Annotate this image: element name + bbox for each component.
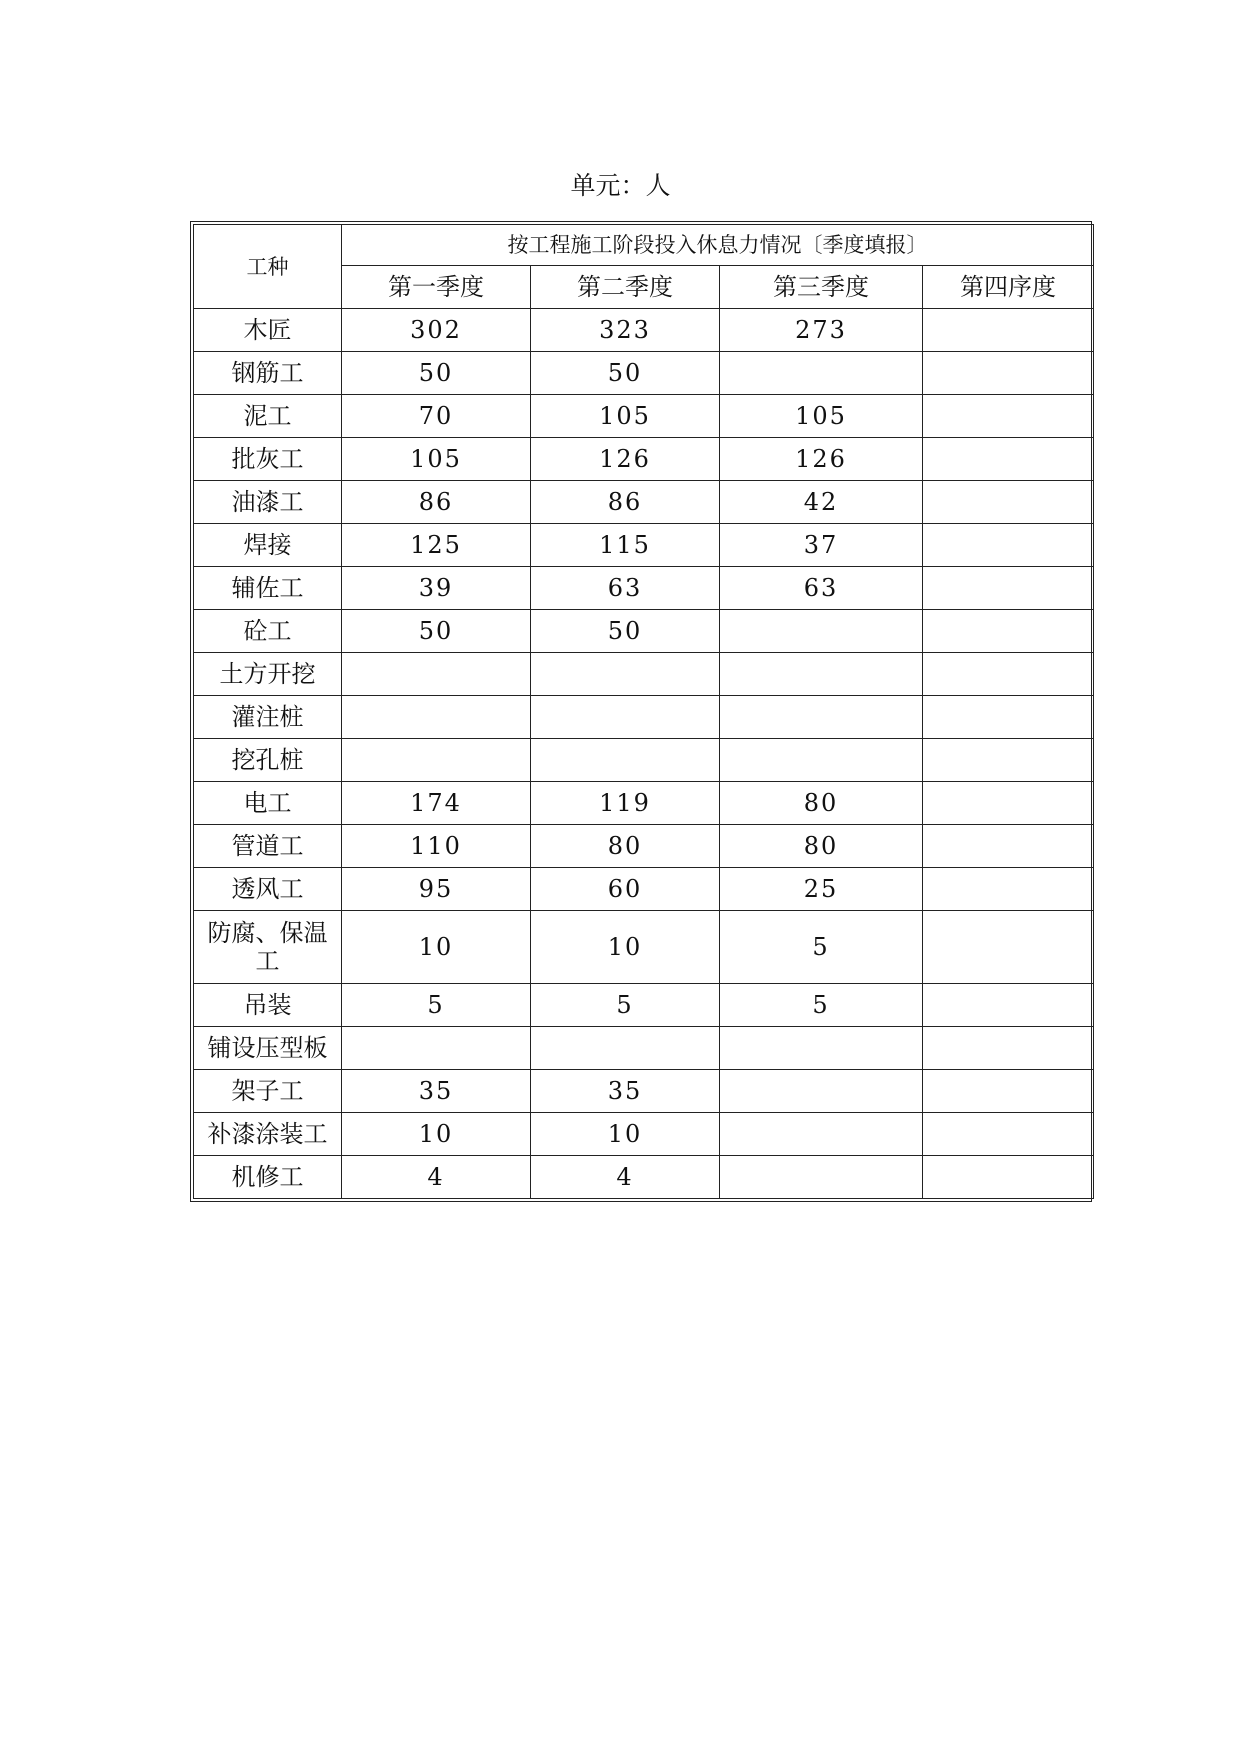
unit-label: 单元：人 xyxy=(570,171,671,200)
value-cell-q3: 80 xyxy=(720,782,923,825)
value-cell-q1 xyxy=(342,653,531,696)
value-cell-q4 xyxy=(923,911,1094,984)
value-cell-q1: 302 xyxy=(342,309,531,352)
value-cell-q4 xyxy=(923,868,1094,911)
labor-table-body xyxy=(194,225,1094,1199)
table-row xyxy=(194,1156,1094,1199)
value-cell-q3: 273 xyxy=(720,309,923,352)
table-row xyxy=(194,911,1094,984)
value-cell-q1: 35 xyxy=(342,1070,531,1113)
value-cell-q4 xyxy=(923,352,1094,395)
table-row xyxy=(194,739,1094,782)
trade-cell: 砼工 xyxy=(194,610,342,653)
trade-cell: 透风工 xyxy=(194,868,342,911)
value-cell-q1: 10 xyxy=(342,1113,531,1156)
value-cell-q2: 115 xyxy=(531,524,720,567)
value-cell-q1: 50 xyxy=(342,352,531,395)
value-cell-q1: 10 xyxy=(342,911,531,984)
table-row xyxy=(194,481,1094,524)
table-row xyxy=(194,1027,1094,1070)
value-cell-q3: 63 xyxy=(720,567,923,610)
value-cell-q3 xyxy=(720,1070,923,1113)
value-cell-q3: 126 xyxy=(720,438,923,481)
value-cell-q1: 5 xyxy=(342,984,531,1027)
header-row-1 xyxy=(194,225,1094,266)
value-cell-q4 xyxy=(923,984,1094,1027)
value-cell-q4 xyxy=(923,1113,1094,1156)
value-cell-q2: 323 xyxy=(531,309,720,352)
table-row xyxy=(194,868,1094,911)
value-cell-q1: 110 xyxy=(342,825,531,868)
table-row xyxy=(194,309,1094,352)
value-cell-q2 xyxy=(531,1027,720,1070)
value-cell-q2: 63 xyxy=(531,567,720,610)
quarterly-span-header: 按工程施工阶段投入休息力情况〔季度填报〕 xyxy=(342,225,1094,266)
value-cell-q3: 25 xyxy=(720,868,923,911)
trade-cell: 批灰工 xyxy=(194,438,342,481)
trade-cell: 土方开挖 xyxy=(194,653,342,696)
value-cell-q3: 42 xyxy=(720,481,923,524)
value-cell-q3: 5 xyxy=(720,984,923,1027)
value-cell-q2 xyxy=(531,696,720,739)
value-cell-q2: 126 xyxy=(531,438,720,481)
value-cell-q3 xyxy=(720,1027,923,1070)
value-cell-q4 xyxy=(923,1027,1094,1070)
value-cell-q2: 60 xyxy=(531,868,720,911)
value-cell-q2: 119 xyxy=(531,782,720,825)
quarter-header: 第四序度 xyxy=(923,266,1094,309)
trade-cell: 油漆工 xyxy=(194,481,342,524)
trade-cell: 焊接 xyxy=(194,524,342,567)
trade-cell: 木匠 xyxy=(194,309,342,352)
quarter-header: 第一季度 xyxy=(342,266,531,309)
value-cell-q2: 105 xyxy=(531,395,720,438)
value-cell-q2: 50 xyxy=(531,610,720,653)
value-cell-q2: 10 xyxy=(531,1113,720,1156)
value-cell-q4 xyxy=(923,696,1094,739)
value-cell-q4 xyxy=(923,739,1094,782)
labor-table-frame xyxy=(190,221,1092,1202)
value-cell-q4 xyxy=(923,567,1094,610)
value-cell-q3 xyxy=(720,696,923,739)
table-row xyxy=(194,1070,1094,1113)
value-cell-q2 xyxy=(531,739,720,782)
value-cell-q3: 105 xyxy=(720,395,923,438)
trade-cell: 吊装 xyxy=(194,984,342,1027)
trade-cell: 补漆涂装工 xyxy=(194,1113,342,1156)
value-cell-q4 xyxy=(923,610,1094,653)
trade-cell: 机修工 xyxy=(194,1156,342,1199)
value-cell-q1: 4 xyxy=(342,1156,531,1199)
value-cell-q3 xyxy=(720,352,923,395)
value-cell-q4 xyxy=(923,825,1094,868)
table-row xyxy=(194,524,1094,567)
trade-cell: 钢筋工 xyxy=(194,352,342,395)
table-row xyxy=(194,653,1094,696)
table-row xyxy=(194,696,1094,739)
value-cell-q1: 39 xyxy=(342,567,531,610)
trade-cell: 泥工 xyxy=(194,395,342,438)
value-cell-q1: 70 xyxy=(342,395,531,438)
table-row xyxy=(194,438,1094,481)
value-cell-q4 xyxy=(923,1070,1094,1113)
value-cell-q4 xyxy=(923,524,1094,567)
value-cell-q1: 125 xyxy=(342,524,531,567)
table-row xyxy=(194,782,1094,825)
value-cell-q1: 86 xyxy=(342,481,531,524)
trade-cell: 灌注桩 xyxy=(194,696,342,739)
value-cell-q1 xyxy=(342,1027,531,1070)
table-row xyxy=(194,567,1094,610)
value-cell-q2: 4 xyxy=(531,1156,720,1199)
trade-cell: 管道工 xyxy=(194,825,342,868)
table-row xyxy=(194,352,1094,395)
trade-cell: 电工 xyxy=(194,782,342,825)
value-cell-q3: 37 xyxy=(720,524,923,567)
value-cell-q1: 50 xyxy=(342,610,531,653)
value-cell-q3 xyxy=(720,1113,923,1156)
table-row xyxy=(194,825,1094,868)
trade-cell: 铺设压型板 xyxy=(194,1027,342,1070)
table-row xyxy=(194,1113,1094,1156)
value-cell-q4 xyxy=(923,438,1094,481)
value-cell-q2: 80 xyxy=(531,825,720,868)
value-cell-q1 xyxy=(342,739,531,782)
quarter-header: 第二季度 xyxy=(531,266,720,309)
value-cell-q4 xyxy=(923,395,1094,438)
value-cell-q2 xyxy=(531,653,720,696)
value-cell-q3: 80 xyxy=(720,825,923,868)
value-cell-q2: 86 xyxy=(531,481,720,524)
value-cell-q2: 50 xyxy=(531,352,720,395)
value-cell-q1 xyxy=(342,696,531,739)
table-row xyxy=(194,395,1094,438)
value-cell-q3 xyxy=(720,653,923,696)
trade-column-header: 工种 xyxy=(194,225,342,309)
value-cell-q2: 10 xyxy=(531,911,720,984)
trade-cell: 挖孔桩 xyxy=(194,739,342,782)
value-cell-q1: 95 xyxy=(342,868,531,911)
value-cell-q2: 35 xyxy=(531,1070,720,1113)
trade-cell: 辅佐工 xyxy=(194,567,342,610)
value-cell-q3 xyxy=(720,1156,923,1199)
value-cell-q4 xyxy=(923,653,1094,696)
value-cell-q4 xyxy=(923,481,1094,524)
value-cell-q3 xyxy=(720,739,923,782)
value-cell-q3: 5 xyxy=(720,911,923,984)
table-row xyxy=(194,610,1094,653)
table-row xyxy=(194,984,1094,1027)
labor-table xyxy=(193,224,1094,1199)
value-cell-q1: 174 xyxy=(342,782,531,825)
value-cell-q3 xyxy=(720,610,923,653)
value-cell-q1: 105 xyxy=(342,438,531,481)
quarter-header: 第三季度 xyxy=(720,266,923,309)
trade-cell: 防腐、保温工 xyxy=(194,911,342,984)
trade-cell: 架子工 xyxy=(194,1070,342,1113)
value-cell-q4 xyxy=(923,1156,1094,1199)
value-cell-q2: 5 xyxy=(531,984,720,1027)
value-cell-q4 xyxy=(923,309,1094,352)
value-cell-q4 xyxy=(923,782,1094,825)
